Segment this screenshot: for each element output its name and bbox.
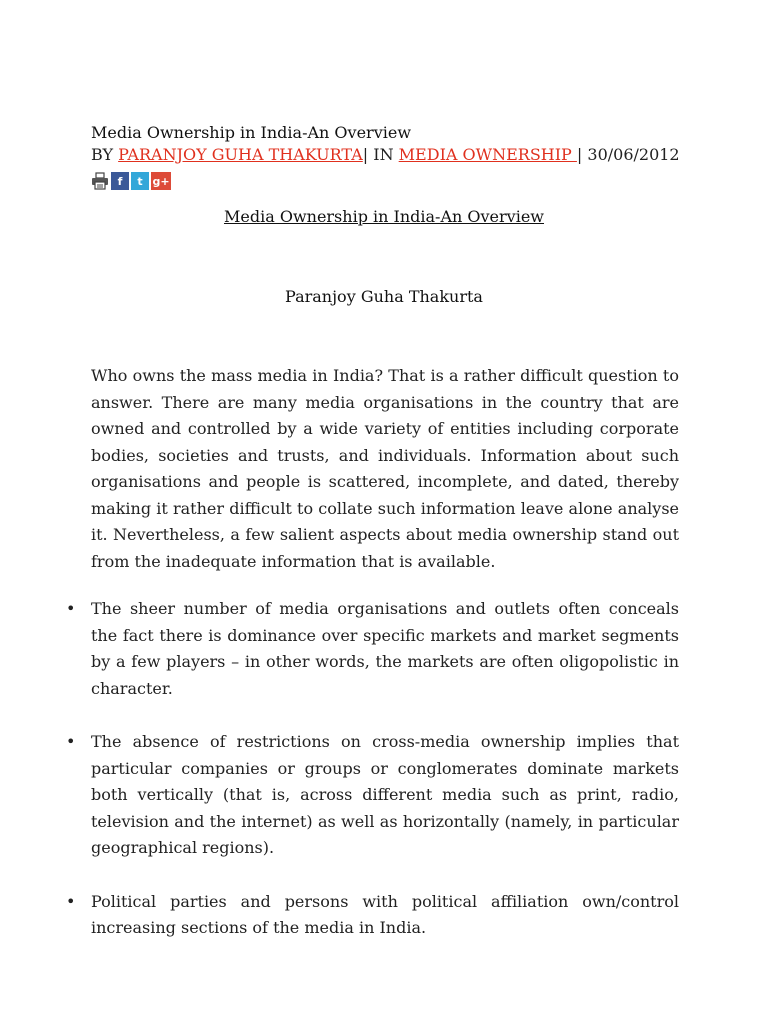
list-item — [66, 729, 679, 862]
google-plus-icon[interactable]: g+ — [151, 172, 171, 190]
post-title: Media Ownership in India-An Overview — [91, 123, 412, 142]
list-item-text: The absence of restrictions on cross-media ownership implies that particular companies or groups or conglomerates dominate markets both vertically (that is, across different media such as print, radio, television and the internet) as well as horizontally (namely, in particular geographical regions). — [91, 732, 679, 857]
category-link[interactable]: MEDIA OWNERSHIP — [398, 145, 577, 164]
twitter-icon[interactable]: t — [131, 172, 149, 190]
intro-paragraph: Who owns the mass media in India? That is a rather difficult question to answer. There are many media organisations in the country that are owned and controlled by a wide variety of entities including corporate bodies, societies and trusts, and individuals. Information about such organisations and people is scattered, incomplete, and dated, thereby making it rather difficult to collate such information leave alone analyse it. Nevertheless, a few salient aspects about media ownership stand out from the inadequate information that is available. — [91, 366, 679, 571]
list-item-text: The sheer number of media organisations and outlets often conceals the fact there is dominance over specific markets and market segments by a few players – in other words, the markets are often oligopolistic in character. — [91, 599, 679, 698]
article-author: Paranjoy Guha Thakurta — [285, 287, 483, 306]
byline — [91, 145, 680, 164]
print-icon[interactable] — [91, 172, 109, 190]
bullet-marker: • — [66, 599, 76, 618]
share-bar — [91, 171, 171, 191]
bullet-list — [66, 596, 679, 969]
bullet-marker: • — [66, 732, 76, 751]
by-prefix: BY — [91, 145, 119, 164]
list-item — [66, 596, 679, 702]
list-item-text: Political parties and persons with political affiliation own/control increasing sections of the media in India. — [91, 891, 679, 937]
post-date: | 30/06/2012 — [576, 145, 680, 164]
author-link[interactable]: PARANJOY GUHA THAKURTA — [118, 145, 363, 164]
facebook-icon[interactable]: f — [111, 172, 129, 190]
bullet-marker: • — [66, 891, 76, 911]
list-item — [66, 889, 679, 942]
article-title: Media Ownership in India-An Overview — [223, 207, 544, 226]
in-separator: | IN — [362, 145, 399, 164]
